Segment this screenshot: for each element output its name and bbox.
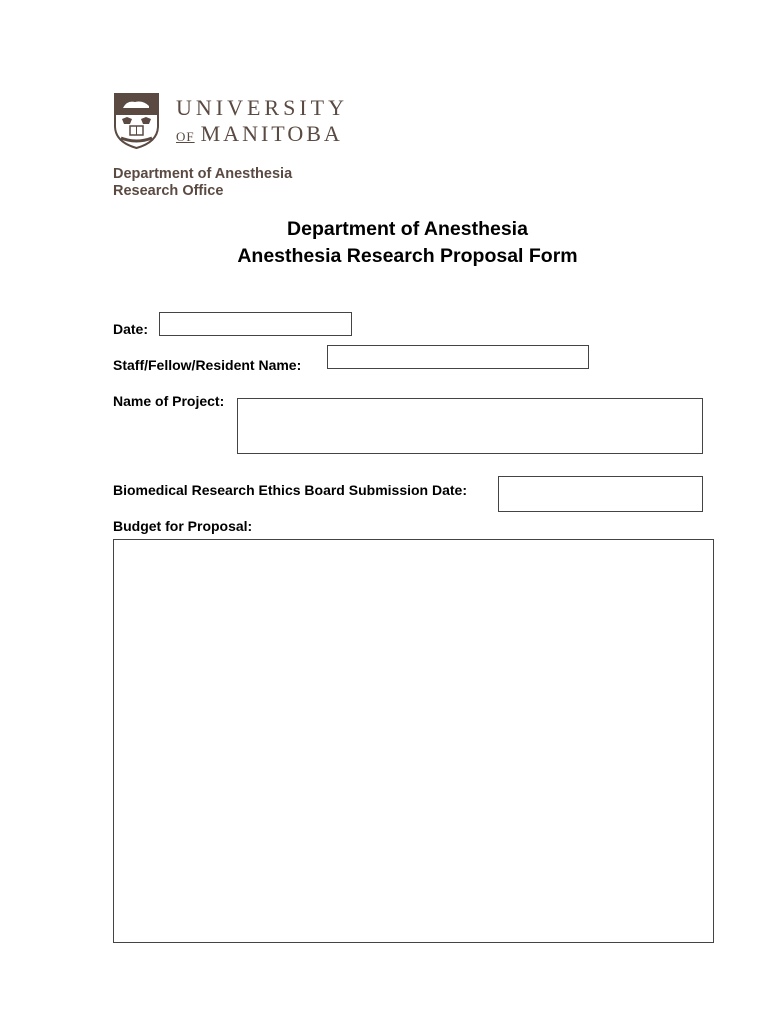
date-label: Date: bbox=[113, 321, 149, 337]
date-field[interactable] bbox=[159, 312, 352, 336]
ethics-submission-date-label: Biomedical Research Ethics Board Submission Date: bbox=[113, 482, 467, 498]
budget-label: Budget for Proposal: bbox=[113, 518, 253, 534]
logo-wordmark-of: OF bbox=[176, 129, 195, 144]
office-department: Department of Anesthesia bbox=[113, 166, 293, 182]
form-title-line-2: Anesthesia Research Proposal Form bbox=[237, 245, 578, 267]
project-name-field[interactable] bbox=[237, 398, 703, 454]
staff-name-label: Staff/Fellow/Resident Name: bbox=[113, 357, 302, 373]
office-unit: Research Office bbox=[113, 183, 224, 199]
budget-field[interactable] bbox=[113, 539, 714, 943]
logo-wordmark-university: UNIVERSITY bbox=[176, 95, 348, 120]
logo-wordmark-manitoba bbox=[176, 121, 343, 147]
staff-name-field[interactable] bbox=[327, 345, 589, 369]
university-crest-logo bbox=[113, 92, 160, 149]
form-title-line-1: Department of Anesthesia bbox=[287, 218, 528, 240]
logo-wordmark-manitoba-text: MANITOBA bbox=[200, 121, 343, 146]
ethics-submission-date-field[interactable] bbox=[498, 476, 703, 512]
project-name-label: Name of Project: bbox=[113, 393, 225, 409]
